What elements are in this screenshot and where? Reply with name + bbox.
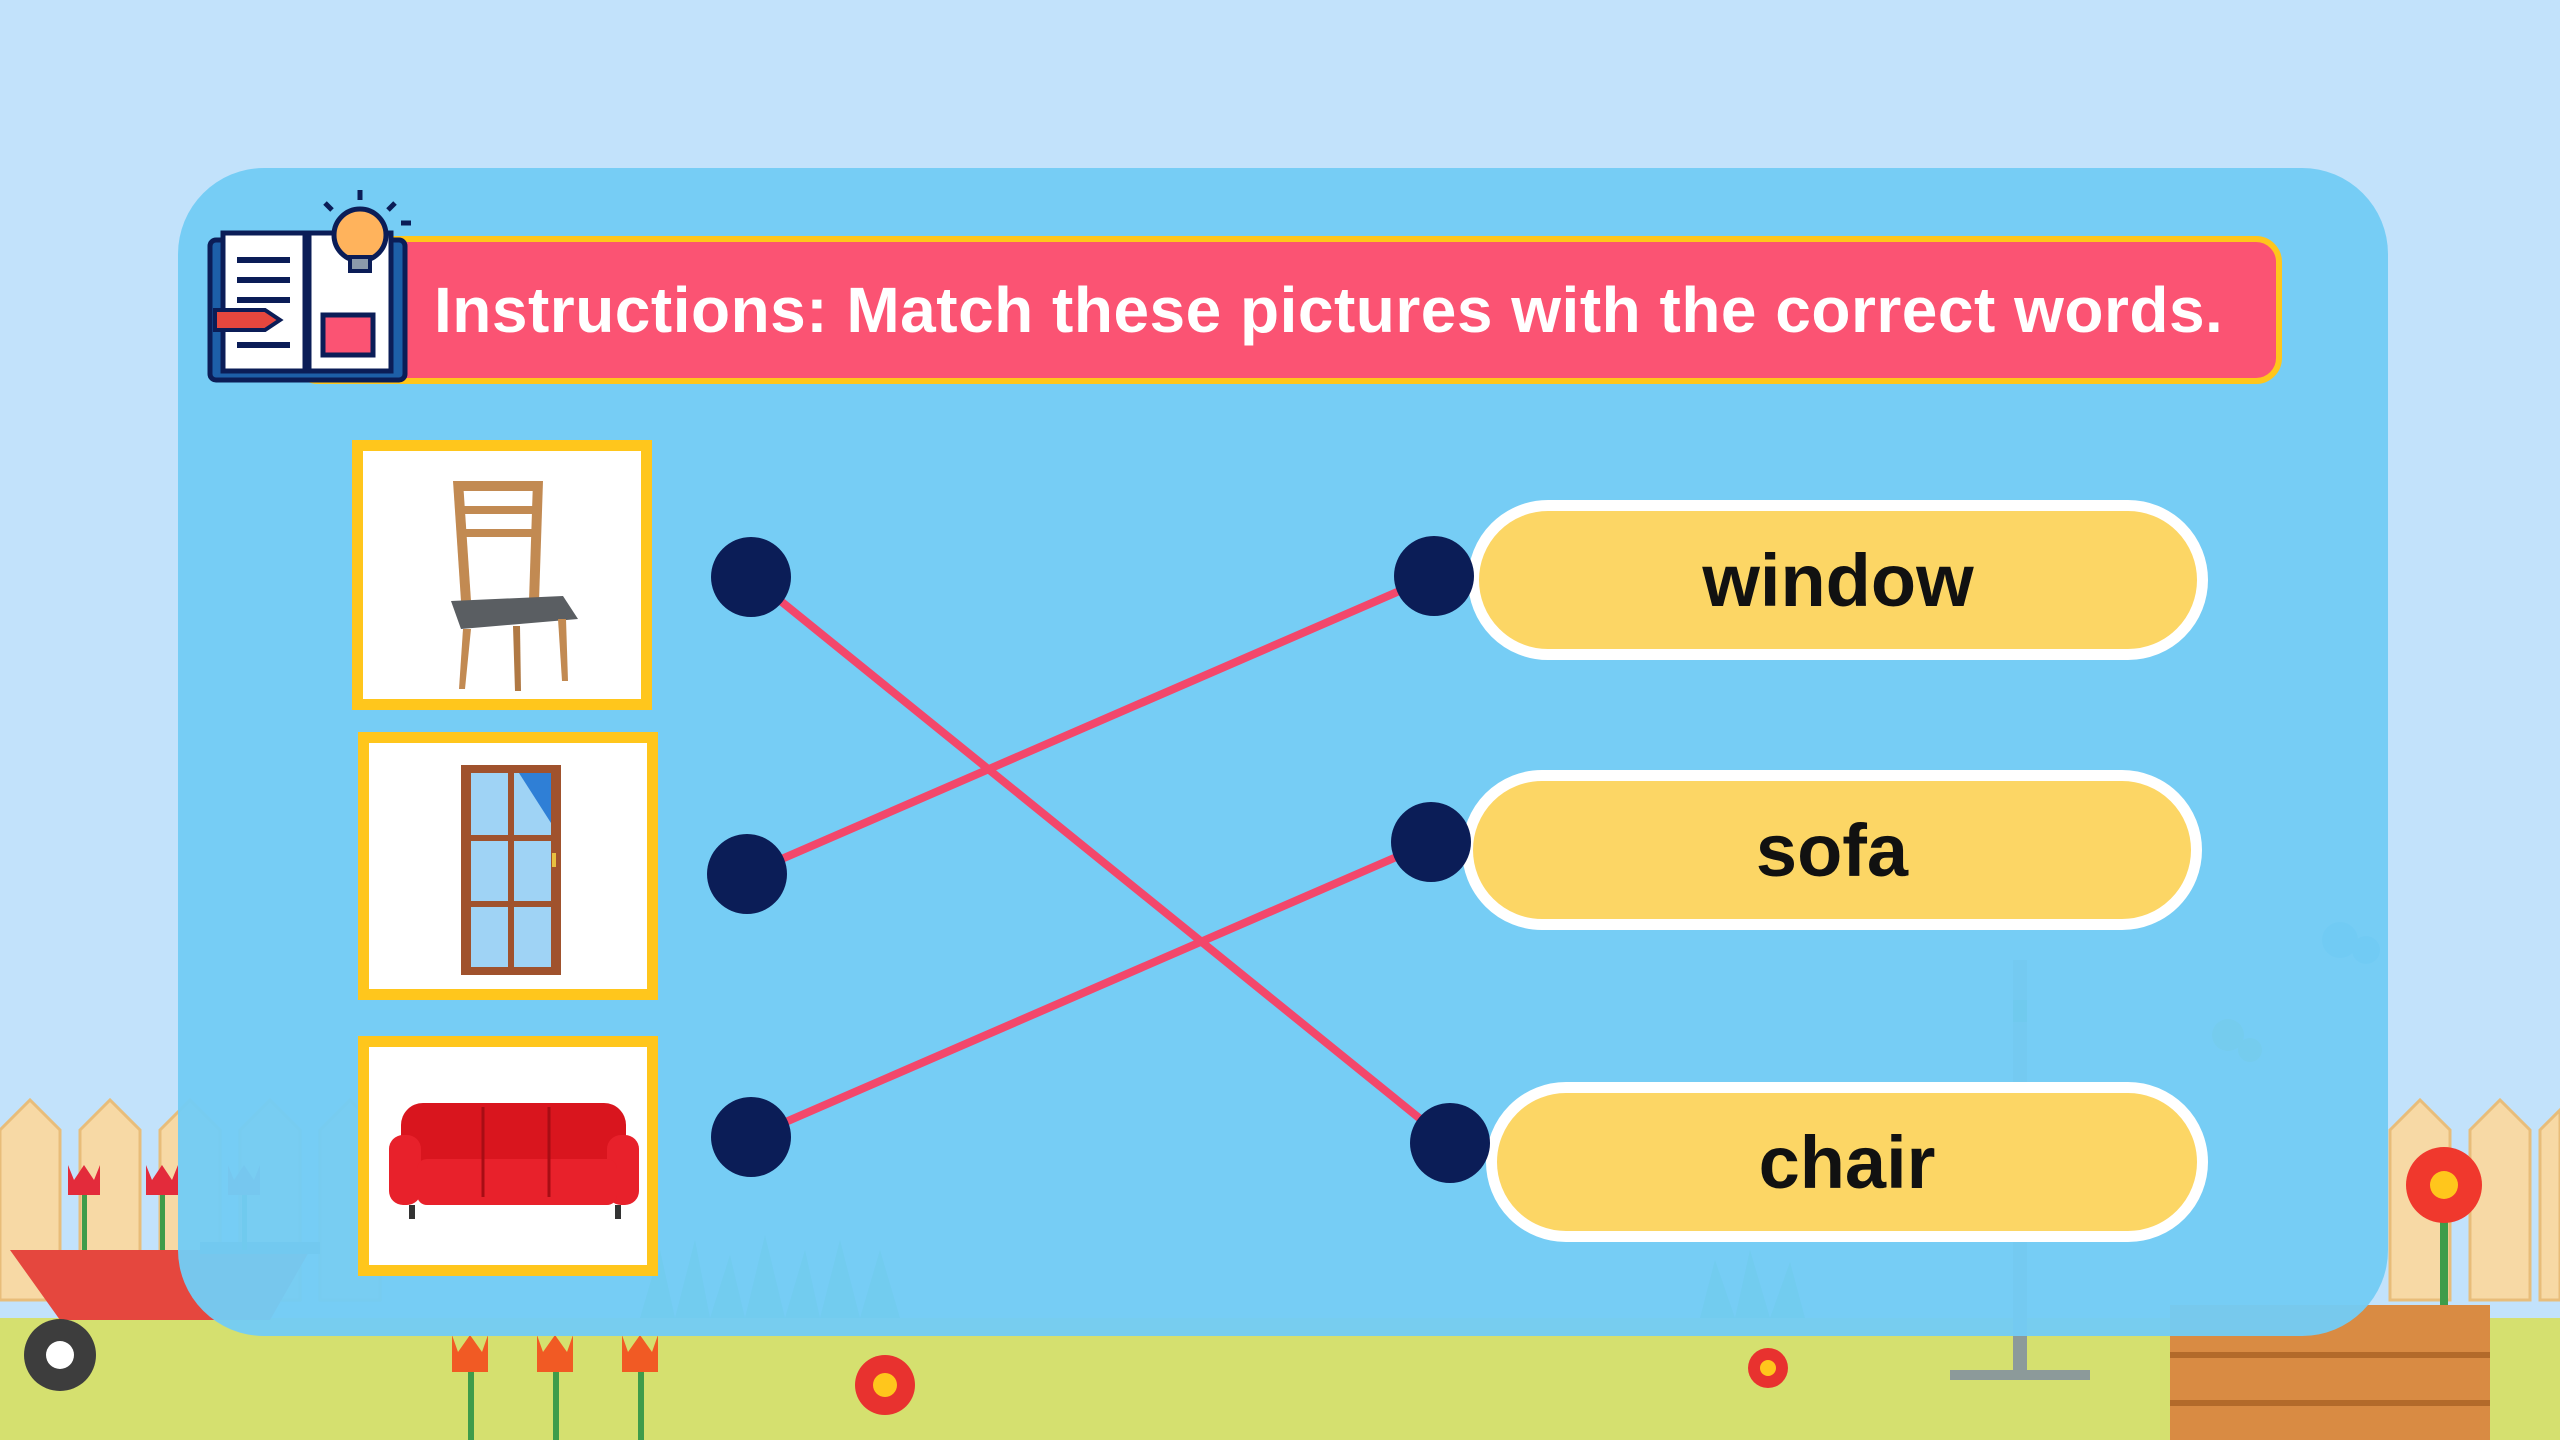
match-line-window <box>747 576 1434 874</box>
word-label: sofa <box>1755 808 1909 892</box>
dot-picture-chair[interactable] <box>711 537 791 617</box>
dot-picture-sofa[interactable] <box>711 1097 791 1177</box>
match-line-chair <box>751 577 1450 1143</box>
dot-word-sofa[interactable] <box>1391 802 1471 882</box>
word-label: window <box>1702 538 1974 622</box>
dot-word-chair[interactable] <box>1410 1103 1490 1183</box>
dot-word-window[interactable] <box>1394 536 1474 616</box>
word-label: chair <box>1758 1120 1936 1204</box>
match-line-sofa <box>751 842 1431 1137</box>
dot-picture-window[interactable] <box>707 834 787 914</box>
instructions-text: Instructions: Match these pictures with the correct words. <box>434 274 2224 346</box>
